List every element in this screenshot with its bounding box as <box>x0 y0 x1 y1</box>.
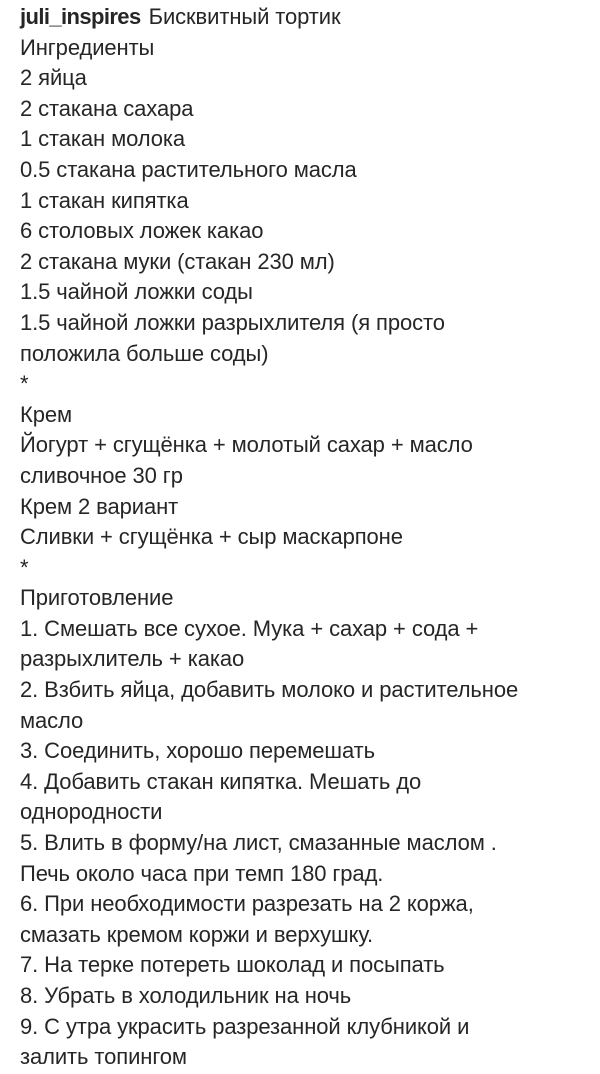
caption-line: 3. Соединить, хорошо перемешать <box>20 738 375 764</box>
caption-line: 6. При необходимости разрезать на 2 коржа, <box>20 891 474 917</box>
caption-line: 2 стакана муки (стакан 230 мл) <box>20 248 335 274</box>
caption-line: разрыхлитель + какао <box>20 646 245 672</box>
recipe-title: Бисквитный тортик <box>148 4 341 29</box>
caption-line: 0.5 стакана растительного масла <box>20 156 357 182</box>
caption-line: 2 яйца <box>20 65 87 91</box>
caption-line: 9. С утра украсить разрезанной клубникой и <box>20 1013 470 1039</box>
caption-line: 1.5 чайной ложки разрыхлителя (я просто <box>20 309 445 335</box>
caption-line: Сливки + сгущёнка + сыр маскарпоне <box>20 524 403 550</box>
caption-line: Йогурт + сгущёнка + молотый сахар + масло <box>20 432 473 458</box>
caption-line: Ингредиенты <box>20 34 155 60</box>
caption-line: смазать кремом коржи и верхушку. <box>20 921 374 947</box>
section-divider: * <box>20 371 29 397</box>
caption-line: Крем <box>20 401 73 427</box>
caption-line: 4. Добавить стакан кипятка. Мешать до <box>20 768 422 794</box>
caption-line: Приготовление <box>20 585 174 611</box>
caption-line: залить топингом <box>20 1044 187 1070</box>
caption-line: 1 стакан кипятка <box>20 187 189 213</box>
section-divider: * <box>20 554 29 580</box>
caption-line: Печь около часа при темп 180 град. <box>20 860 384 886</box>
caption-line: 2. Взбить яйца, добавить молоко и растительное <box>20 677 519 703</box>
caption-line: 5. Влить в форму/на лист, смазанные маслом . <box>20 830 497 856</box>
caption-line: 7. На терке потереть шоколад и посыпать <box>20 952 445 978</box>
caption-line: 1. Смешать все сухое. Мука + сахар + сода + <box>20 615 479 641</box>
caption-line: 2 стакана сахара <box>20 95 194 121</box>
caption-line: 1.5 чайной ложки соды <box>20 279 253 305</box>
caption-line: масло <box>20 707 84 733</box>
caption-line: 1 стакан молока <box>20 126 186 152</box>
username-link[interactable]: juli_inspires <box>20 4 141 29</box>
caption-line: Крем 2 вариант <box>20 493 179 519</box>
caption-line: однородности <box>20 799 163 825</box>
caption-line: сливочное 30 гр <box>20 462 183 488</box>
caption-line: 8. Убрать в холодильник на ночь <box>20 983 352 1008</box>
caption-line: 6 столовых ложек какао <box>20 218 264 244</box>
caption-header <box>20 2 580 33</box>
caption-line: положила больше соды) <box>20 340 269 366</box>
